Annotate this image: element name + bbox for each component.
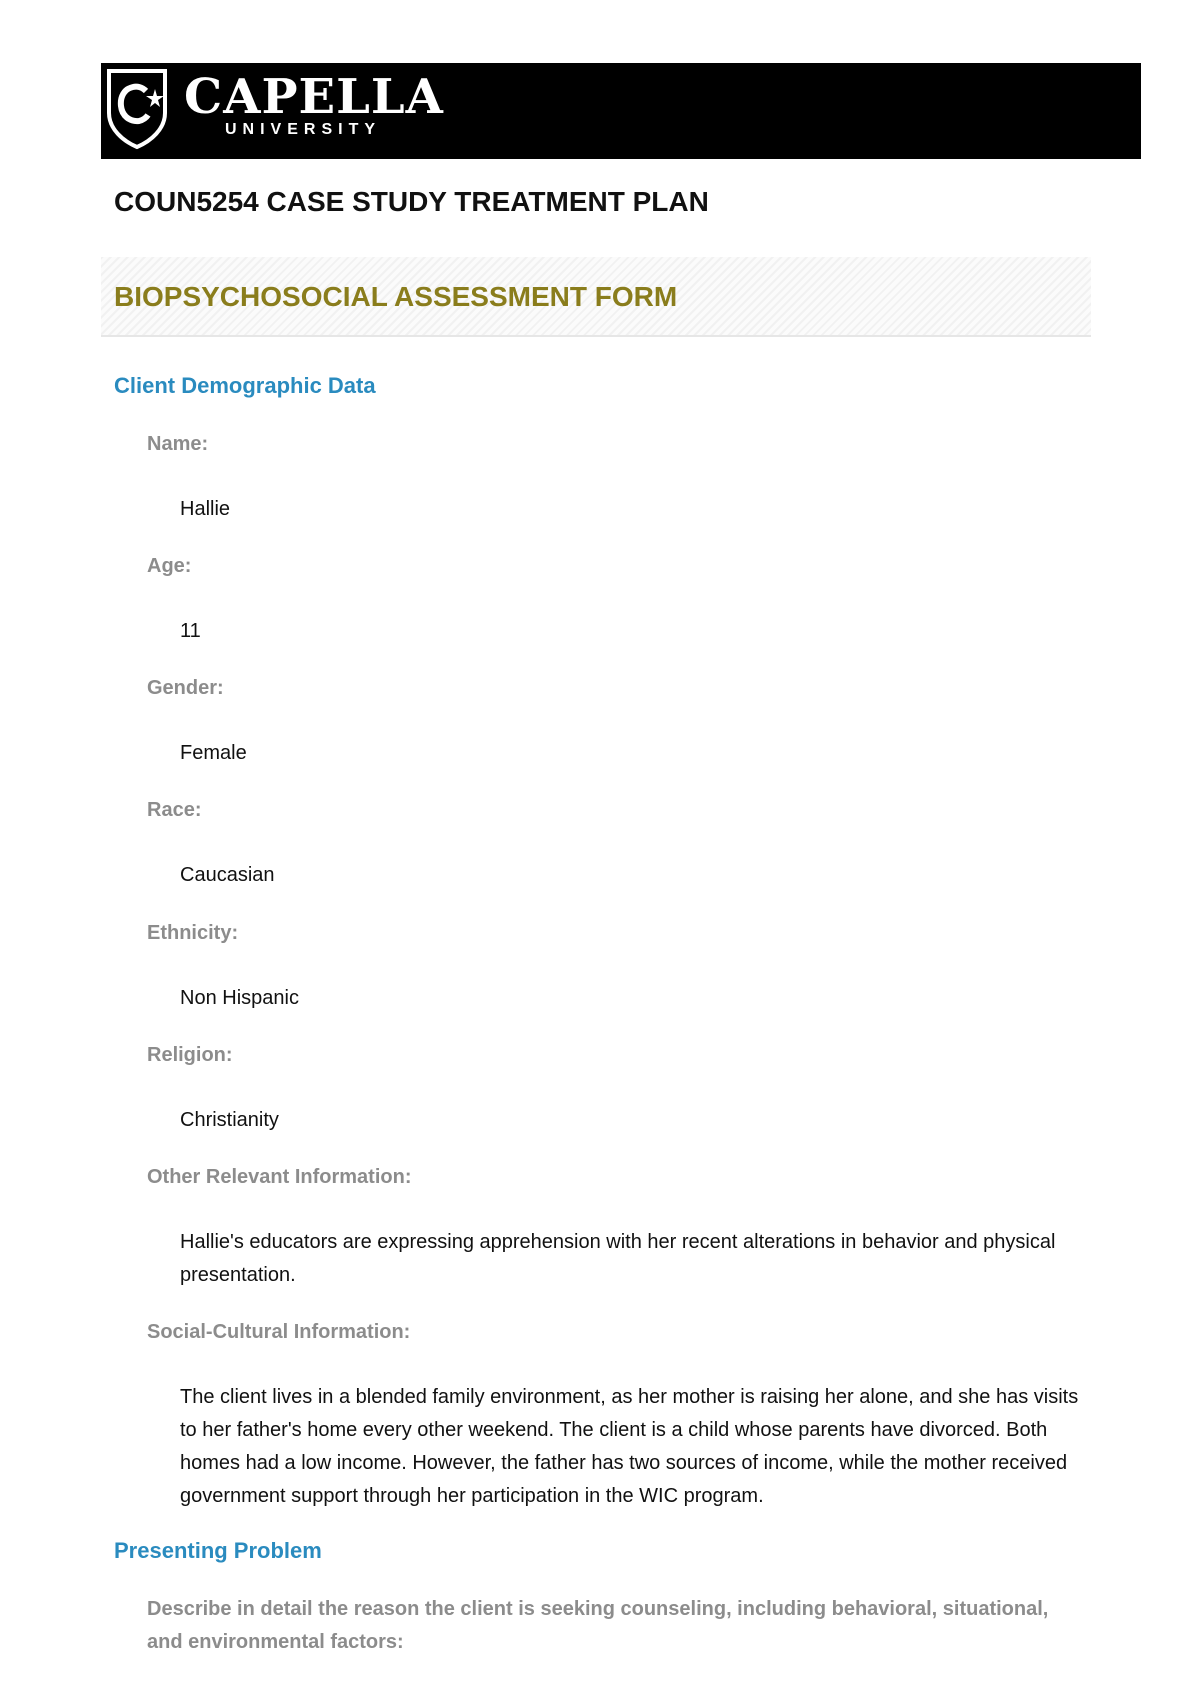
field-label-age: Age: bbox=[147, 555, 192, 577]
field-label-ethnicity: Ethnicity: bbox=[147, 922, 239, 944]
field-value-name: Hallie bbox=[180, 498, 231, 520]
document-title: COUN5254 CASE STUDY TREATMENT PLAN bbox=[114, 186, 709, 217]
form-title: BIOPSYCHOSOCIAL ASSESSMENT FORM bbox=[114, 281, 678, 312]
field-value-ethnicity: Non Hispanic bbox=[180, 987, 299, 1009]
brand-subtitle: UNIVERSITY bbox=[225, 121, 382, 138]
field-label-race: Race: bbox=[147, 799, 202, 821]
field-label-religion: Religion: bbox=[147, 1044, 233, 1066]
form-title-band bbox=[101, 257, 1091, 337]
field-value-social-cultural: The client lives in a blended family environment, as her mother is raising her alone, and she has visits to her father's home every other weekend. The client is a child whose parents have divorced. Both homes had a low income. However, the father has two sources of income, while the mother received government support through her participation in the WIC program. bbox=[180, 1386, 1079, 1507]
field-value-gender: Female bbox=[180, 742, 247, 764]
field-value-age: 11 bbox=[180, 620, 201, 642]
shield-logo-icon bbox=[105, 67, 169, 151]
header-banner bbox=[101, 63, 1141, 159]
section-heading-presenting-problem: Presenting Problem bbox=[114, 1538, 322, 1563]
brand-name: CAPELLA bbox=[184, 69, 444, 125]
field-label-social-cultural: Social-Cultural Information: bbox=[147, 1321, 411, 1343]
field-value-other-info: Hallie's educators are expressing apprehension with her recent alterations in behavior and physical presentation. bbox=[180, 1231, 1056, 1286]
field-label-gender: Gender: bbox=[147, 677, 224, 699]
presenting-problem-prompt: Describe in detail the reason the client is seeking counseling, including behavioral, situational, and environmental factors: bbox=[147, 1598, 1049, 1653]
field-value-religion: Christianity bbox=[180, 1109, 279, 1131]
section-heading-demographics: Client Demographic Data bbox=[114, 373, 376, 398]
field-value-race: Caucasian bbox=[180, 864, 275, 886]
field-label-name: Name: bbox=[147, 433, 209, 455]
field-label-other-info: Other Relevant Information: bbox=[147, 1166, 412, 1188]
